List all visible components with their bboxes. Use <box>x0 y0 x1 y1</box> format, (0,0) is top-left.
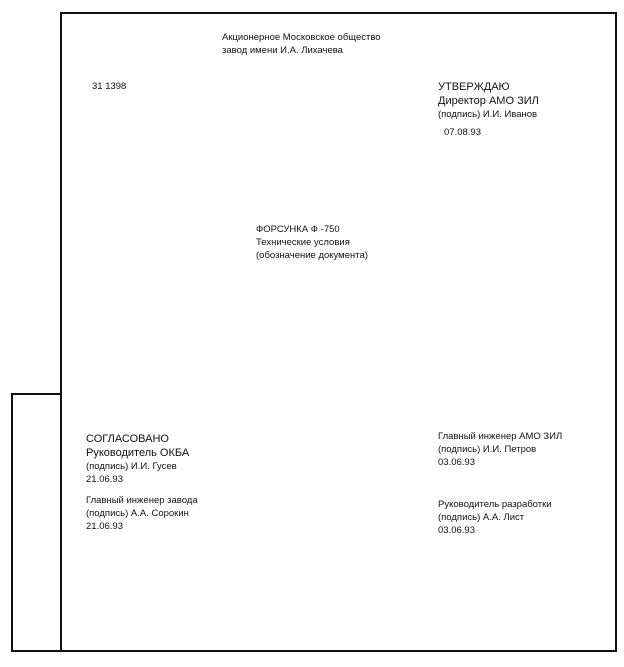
approval-date: 07.08.93 <box>444 127 481 138</box>
organization-header <box>222 31 381 57</box>
agreed-person1-position: Руководитель ОКБА <box>86 447 190 459</box>
document-title-block <box>256 223 368 262</box>
agreed-person2-position: Главный инженер завода <box>86 495 198 506</box>
approval-signature: (подпись) И.И. Иванов <box>438 109 538 120</box>
agreed-person2-date: 21.06.93 <box>86 521 123 532</box>
document-name: ФОРСУНКА Ф -750 <box>256 224 340 235</box>
document-designation: (обозначение документа) <box>256 250 368 261</box>
chief-engineer-block <box>438 430 562 469</box>
organization-name-line1: Акционерное Московское общество <box>222 32 381 43</box>
agreed-person2-signature: (подпись) А.А. Сорокин <box>86 508 189 519</box>
approval-position: Директор АМО ЗИЛ <box>438 95 539 107</box>
developer-block <box>438 498 552 537</box>
developer-signature: (подпись) А.А. Лист <box>438 512 525 523</box>
registration-number: 31 1398 <box>92 81 127 92</box>
agreed-person1-date: 21.06.93 <box>86 474 123 485</box>
chief-engineer-position: Главный инженер АМО ЗИЛ <box>438 431 563 442</box>
developer-date: 03.06.93 <box>438 525 475 536</box>
document-type: Технические условия <box>256 237 350 248</box>
chief-engineer-signature: (подпись) И.И. Петров <box>438 444 537 455</box>
chief-engineer-date: 03.06.93 <box>438 457 475 468</box>
agreed-title: СОГЛАСОВАНО <box>86 433 169 445</box>
approval-block <box>438 80 539 139</box>
agreed-block <box>86 432 198 533</box>
approval-title: УТВЕРЖДАЮ <box>438 81 510 93</box>
agreed-person1-signature: (подпись) И.И. Гусев <box>86 461 177 472</box>
binding-margin-frame <box>11 393 62 652</box>
organization-name-line2: завод имени И.А. Лихачева <box>222 45 343 56</box>
developer-position: Руководитель разработки <box>438 499 552 510</box>
